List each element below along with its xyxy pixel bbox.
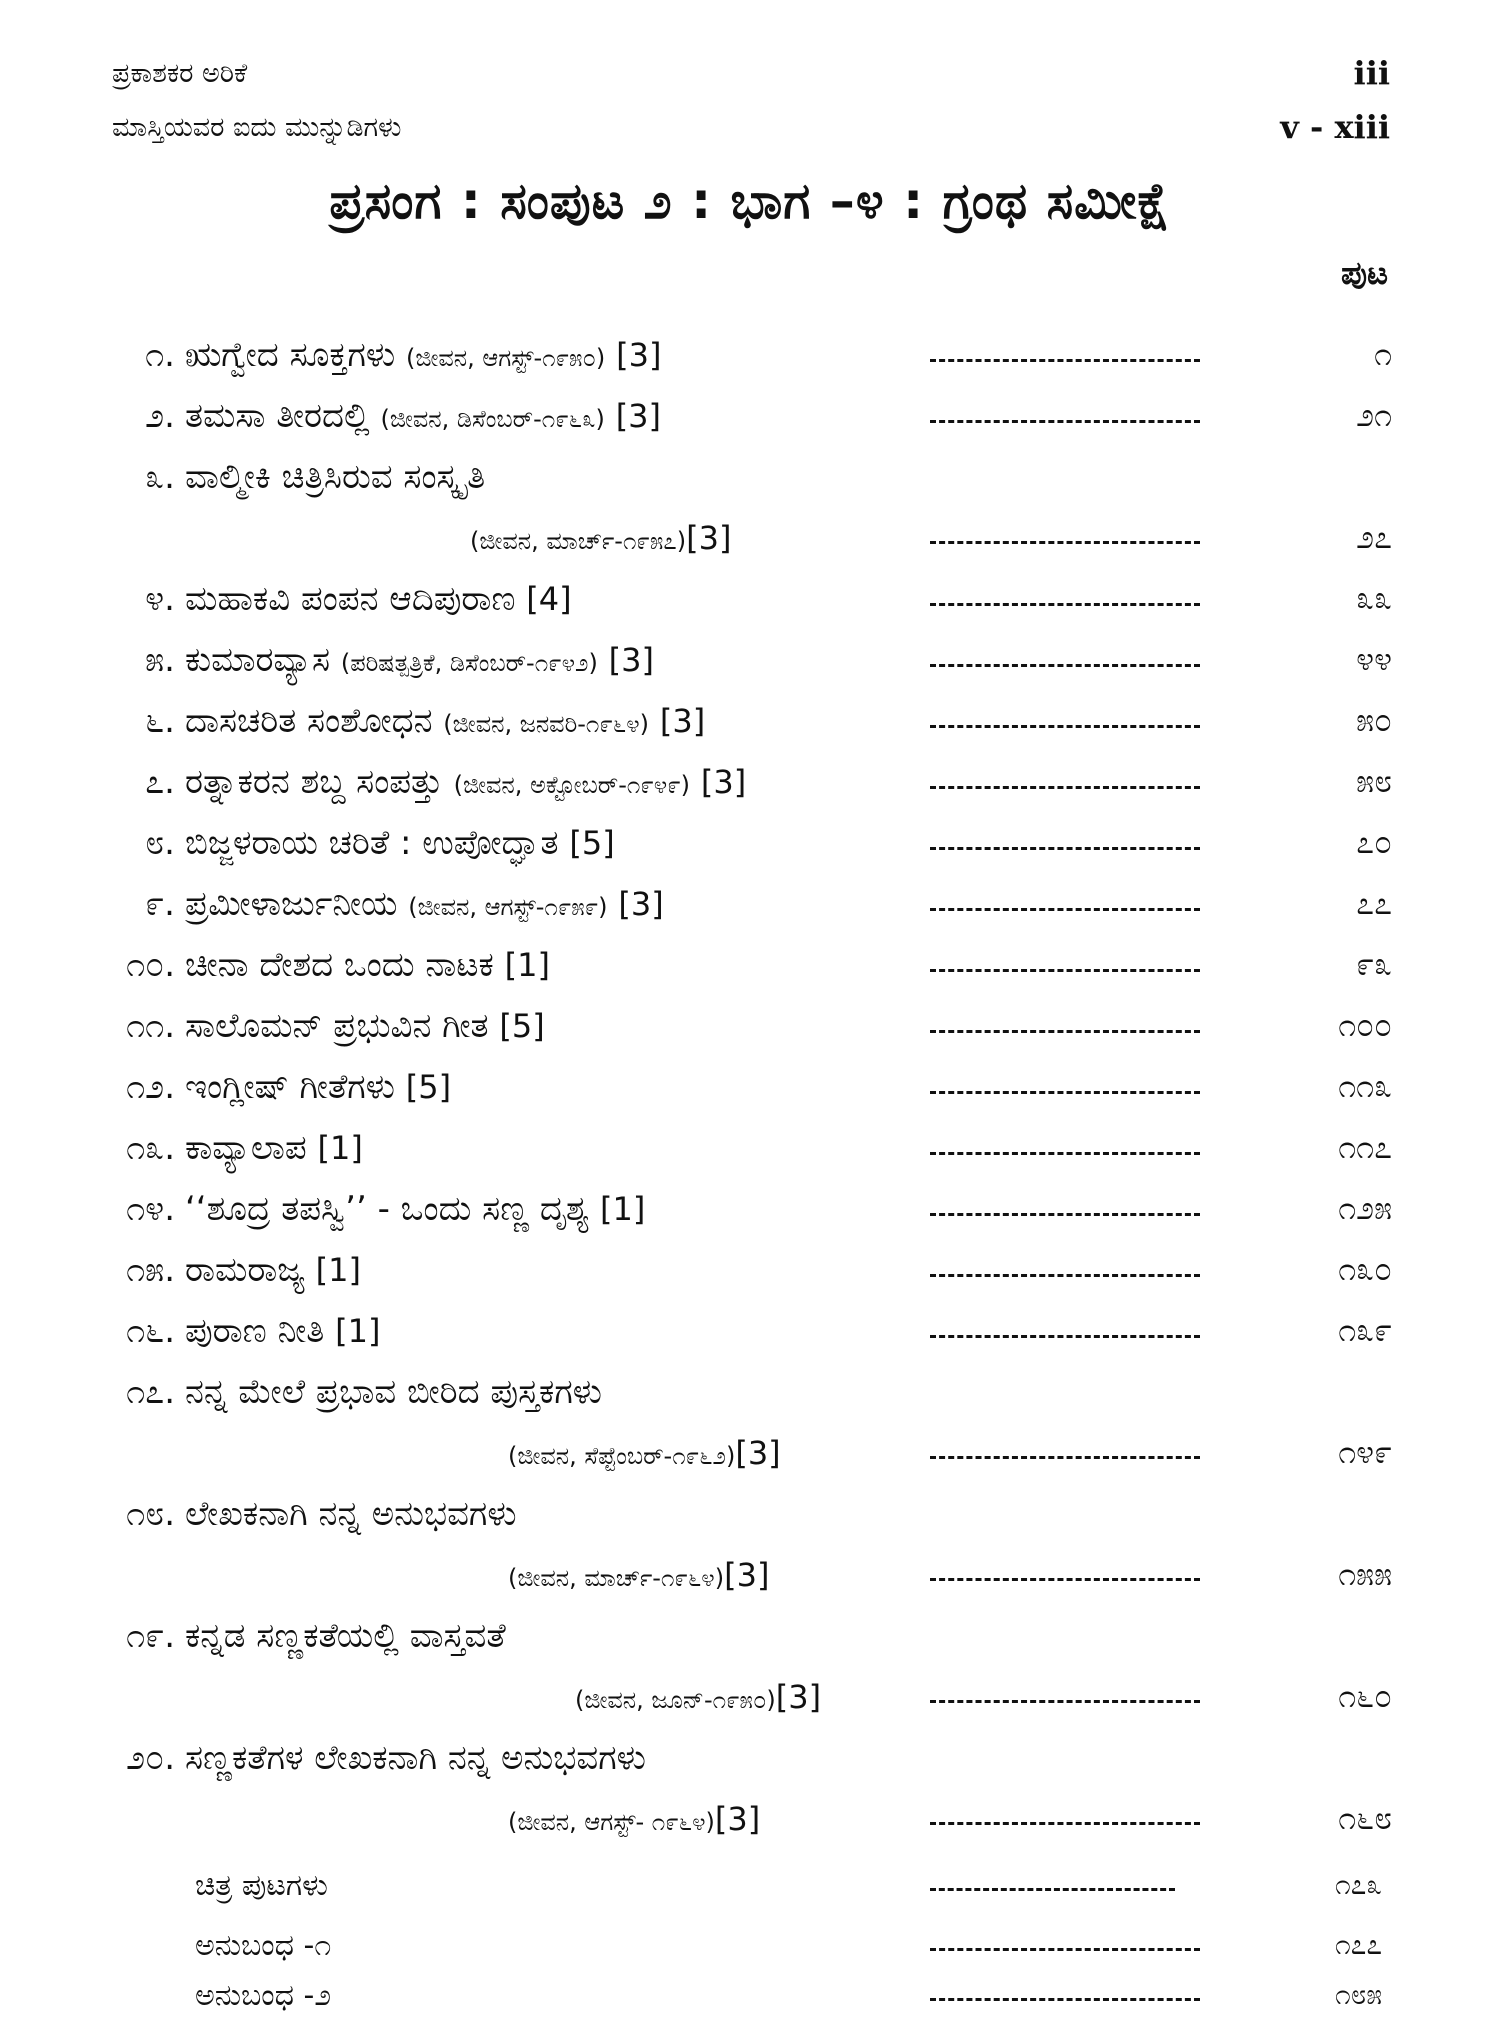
entry-number: ೧೩. bbox=[126, 1128, 175, 1168]
entry-title bbox=[185, 1738, 646, 1778]
entry-number: ೬. bbox=[145, 701, 175, 741]
leader-line bbox=[930, 969, 1200, 972]
entry-tag: [1] bbox=[504, 946, 550, 984]
leader-line bbox=[930, 603, 1200, 606]
entry-title-text: ಕನ್ನಡ ಸಣ್ಣಕತೆಯಲ್ಲಿ ವಾಸ್ತವತೆ bbox=[185, 1616, 506, 1656]
leader-line bbox=[930, 1030, 1200, 1033]
entry-source: (ಜೀವನ, ಮಾರ್ಚ್-೧೯೫೭) bbox=[470, 527, 687, 555]
entry-page: ೩೩ bbox=[1356, 579, 1392, 617]
entry-title-text: ಕಾವ್ಯಾಲಾಪ bbox=[185, 1128, 307, 1168]
entry-number: ೧೨. bbox=[126, 1067, 175, 1107]
entry-source: (ಜೀವನ, ಡಿಸೆಂಬರ್-೧೯೬೩) bbox=[380, 405, 605, 433]
entry-title-text: ಸಾಲೊಮನ್ ಪ್ರಭುವಿನ ಗೀತ bbox=[185, 1006, 489, 1046]
entry-title-text: ನನ್ನ ಮೇಲೆ ಪ್ರಭಾವ ಬೀರಿದ ಪುಸ್ತಕಗಳು bbox=[185, 1372, 602, 1412]
entry-page: ೧೪೯ bbox=[1338, 1433, 1392, 1471]
entry-title-text: ಪ್ರಮೀಳಾರ್ಜುನೀಯ bbox=[185, 884, 398, 924]
entry-title bbox=[185, 945, 550, 985]
toc-entry bbox=[0, 396, 1500, 446]
entry-number: ೧೧. bbox=[126, 1006, 175, 1046]
entry-number: ೪. bbox=[145, 579, 175, 619]
entry-page: ೧೨೫ bbox=[1338, 1189, 1392, 1227]
page-title: ಪ್ರಸಂಗ : ಸಂಪುಟ ೨ : ಭಾಗ –೪ : ಗ್ರಂಥ ಸಮೀಕ್ಷೆ bbox=[329, 172, 1171, 230]
leader-line bbox=[930, 1274, 1200, 1277]
entry-page: ೧೧೩ bbox=[1338, 1067, 1392, 1105]
toc-entry bbox=[0, 701, 1500, 751]
entry-title-text: ವಾಲ್ಮೀಕಿ ಚಿತ್ರಿಸಿರುವ ಸಂಸ್ಕೃತಿ bbox=[185, 457, 486, 497]
entry-source-line bbox=[508, 1555, 769, 1595]
entry-title bbox=[185, 884, 664, 924]
toc-entry bbox=[0, 335, 1500, 385]
entry-tag: [3] bbox=[686, 519, 732, 557]
entry-title bbox=[185, 1128, 363, 1168]
toc-entry bbox=[0, 1189, 1500, 1239]
entry-title-text: ಇಂಗ್ಲೀಷ್ ಗೀತೆಗಳು bbox=[185, 1067, 395, 1107]
leader-line bbox=[930, 1091, 1200, 1094]
entry-number: ೯. bbox=[145, 884, 175, 924]
entry-page: ೧೬೦ bbox=[1338, 1677, 1392, 1715]
entry-title bbox=[185, 1250, 361, 1290]
entry-page: ೨೧ bbox=[1356, 396, 1392, 434]
entry-title bbox=[185, 1616, 506, 1656]
toc-entry bbox=[0, 457, 1500, 557]
leader-line bbox=[930, 541, 1200, 544]
entry-number: ೧೦. bbox=[126, 945, 175, 985]
entry-number: ೧. bbox=[145, 335, 175, 375]
entry-source: (ಜೀವನ, ಆಗಸ್ಟ್- ೧೯೬೪) bbox=[508, 1808, 715, 1836]
entry-page: ೯೩ bbox=[1356, 945, 1392, 983]
entry-page: ೧೦೦ bbox=[1338, 1006, 1392, 1044]
entry-page: ೧೩೦ bbox=[1338, 1250, 1392, 1288]
entry-number: ೨೦. bbox=[126, 1738, 175, 1778]
toc-entry bbox=[0, 1006, 1500, 1056]
entry-title-text: ಋಗ್ವೇದ ಸೂಕ್ತಗಳು bbox=[185, 335, 396, 375]
entry-title-text: ಮಹಾಕವಿ ಪಂಪನ ಆದಿಪುರಾಣ bbox=[185, 579, 516, 619]
entry-title bbox=[185, 1006, 545, 1046]
entry-title-text: ‘‘ಶೂದ್ರ ತಪಸ್ವಿ’’ - ಒಂದು ಸಣ್ಣ ದೃಶ್ಯ bbox=[185, 1189, 590, 1229]
appendix-entry bbox=[0, 1868, 1500, 1918]
entry-number: ೧೬. bbox=[126, 1311, 175, 1351]
leader-line bbox=[930, 359, 1200, 362]
entry-title bbox=[185, 1372, 602, 1412]
leader-line bbox=[930, 1578, 1200, 1581]
entry-source-line bbox=[508, 1799, 760, 1839]
entry-tag: [1] bbox=[335, 1312, 381, 1350]
entry-source: (ಜೀವನ, ಆಗಸ್ಟ್-೧೯೫೦) bbox=[406, 344, 606, 372]
leader-line bbox=[930, 1822, 1200, 1825]
appendix-title: ಚಿತ್ರ ಪುಟಗಳು bbox=[195, 1868, 328, 1903]
entry-source: (ಜೀವನ, ಸೆಪ್ಟೆಂಬರ್-೧೯೬೨) bbox=[508, 1442, 736, 1470]
appendix-page: ೧೭೭ bbox=[1334, 1928, 1382, 1961]
toc-entry bbox=[0, 640, 1500, 690]
entry-title-text: ಲೇಖಕನಾಗಿ ನನ್ನ ಅನುಭವಗಳು bbox=[185, 1494, 517, 1534]
entry-tag: [3] bbox=[724, 1556, 770, 1594]
leader-line bbox=[930, 1700, 1200, 1703]
entry-tag: [3] bbox=[618, 885, 664, 923]
entry-page: ೧೧೭ bbox=[1338, 1128, 1392, 1166]
entry-title bbox=[185, 823, 615, 863]
entry-number: ೧೪. bbox=[126, 1189, 175, 1229]
entry-title bbox=[185, 1189, 645, 1229]
entry-number: ೫. bbox=[145, 640, 175, 680]
entry-title-text: ಚೀನಾ ದೇಶದ ಒಂದು ನಾಟಕ bbox=[185, 945, 494, 985]
leader-line bbox=[930, 420, 1200, 423]
entry-title bbox=[185, 1067, 451, 1107]
toc-entry bbox=[0, 1128, 1500, 1178]
entry-page: ೧೫೫ bbox=[1338, 1555, 1392, 1593]
appendix-title: ಅನುಬಂಧ -೨ bbox=[195, 1978, 332, 2013]
toc-entry bbox=[0, 884, 1500, 934]
toc-entry bbox=[0, 823, 1500, 873]
entry-title-text: ತಮಸಾ ತೀರದಲ್ಲಿ bbox=[185, 396, 370, 436]
leader-line bbox=[930, 786, 1200, 789]
entry-number: ೭. bbox=[145, 762, 175, 802]
entry-tag: [3] bbox=[735, 1434, 781, 1472]
entry-title-text: ಕುಮಾರವ್ಯಾಸ bbox=[185, 640, 331, 680]
entry-title-text: ಸಣ್ಣಕತೆಗಳ ಲೇಖಕನಾಗಿ ನನ್ನ ಅನುಭವಗಳು bbox=[185, 1738, 646, 1778]
entry-title-text: ರಾಮರಾಜ್ಯ bbox=[185, 1250, 305, 1290]
entry-page: ೭೦ bbox=[1356, 823, 1392, 861]
entry-tag: [1] bbox=[600, 1190, 646, 1228]
entry-tag: [3] bbox=[714, 1800, 761, 1838]
entry-number: ೧೮. bbox=[126, 1494, 175, 1534]
leader-line bbox=[930, 1948, 1200, 1951]
entry-title bbox=[185, 396, 661, 436]
entry-title bbox=[185, 579, 572, 619]
entry-page: ೭೭ bbox=[1356, 884, 1392, 922]
entry-title bbox=[185, 640, 654, 680]
leader-line bbox=[930, 664, 1200, 667]
entry-number: ೨. bbox=[145, 396, 175, 436]
entry-source: (ಜೀವನ, ಜೂನ್-೧೯೫೦) bbox=[575, 1686, 776, 1714]
entry-title-text: ದಾಸಚರಿತ ಸಂಶೋಧನ bbox=[185, 701, 433, 741]
appendix-page: ೧೮೫ bbox=[1334, 1978, 1382, 2011]
entry-tag: [4] bbox=[526, 580, 572, 618]
entry-page: ೧ bbox=[1374, 335, 1392, 373]
entry-page: ೧೬೮ bbox=[1338, 1799, 1392, 1837]
entry-source: (ಜೀವನ, ಮಾರ್ಚ್-೧೯೬೪) bbox=[508, 1564, 725, 1592]
entry-number: ೧೭. bbox=[126, 1372, 175, 1412]
front-matter-page: iii bbox=[1353, 54, 1390, 92]
entry-page: ೨೭ bbox=[1356, 518, 1392, 556]
entry-number: ೮. bbox=[145, 823, 175, 863]
leader-line bbox=[930, 1152, 1200, 1155]
entry-source: (ಜೀವನ, ಅಕ್ಟೋಬರ್-೧೯೪೯) bbox=[453, 771, 691, 799]
entry-title bbox=[185, 762, 746, 802]
leader-line bbox=[930, 725, 1200, 728]
entry-tag: [3] bbox=[775, 1678, 822, 1716]
entry-source-line bbox=[575, 1677, 821, 1717]
entry-title bbox=[185, 335, 661, 375]
appendix-page: ೧೭೩ bbox=[1334, 1868, 1382, 1901]
toc-entry bbox=[0, 1372, 1500, 1472]
page-column-header: ಪುಟ bbox=[1341, 254, 1388, 292]
entry-title bbox=[185, 1311, 380, 1351]
entry-source-line bbox=[470, 518, 731, 558]
entry-number: ೧೫. bbox=[126, 1250, 175, 1290]
leader-line bbox=[930, 908, 1200, 911]
entry-source: (ಪರಿಷತ್ಪತ್ರಿಕೆ, ಡಿಸೆಂಬರ್-೧೯೪೨) bbox=[340, 649, 598, 677]
entry-tag: [3] bbox=[615, 397, 662, 435]
toc-entry bbox=[0, 762, 1500, 812]
leader-line bbox=[930, 1456, 1200, 1459]
entry-title bbox=[185, 1494, 517, 1534]
front-matter-page: v - xiii bbox=[1280, 108, 1390, 146]
toc-entry bbox=[0, 1616, 1500, 1716]
toc-entry bbox=[0, 945, 1500, 995]
entry-number: ೩. bbox=[145, 457, 175, 497]
leader-line bbox=[930, 1888, 1175, 1891]
entry-tag: [3] bbox=[659, 702, 706, 740]
entry-tag: [5] bbox=[499, 1007, 545, 1045]
entry-title-text: ಪುರಾಣ ನೀತಿ bbox=[185, 1311, 325, 1351]
entry-page: ೫೮ bbox=[1356, 762, 1392, 800]
entry-source-line bbox=[508, 1433, 781, 1473]
entry-page: ೧೩೯ bbox=[1338, 1311, 1392, 1349]
toc-entry bbox=[0, 1067, 1500, 1117]
leader-line bbox=[930, 847, 1200, 850]
entry-title-text: ಬಿಜ್ಜಳರಾಯ ಚರಿತೆ : ಉಪೋದ್ಘಾತ bbox=[185, 823, 559, 863]
toc-entry bbox=[0, 1250, 1500, 1300]
entry-tag: [1] bbox=[317, 1129, 363, 1167]
toc-entry bbox=[0, 1311, 1500, 1361]
entry-source: (ಜೀವನ, ಆಗಸ್ಟ್-೧೯೫೯) bbox=[408, 893, 608, 921]
appendix-entry bbox=[0, 1978, 1500, 2028]
leader-line bbox=[930, 1335, 1200, 1338]
entry-page: ೪೪ bbox=[1356, 640, 1392, 678]
appendix-entry bbox=[0, 1928, 1500, 1978]
toc-entry bbox=[0, 1738, 1500, 1838]
front-matter-label: ಪ್ರಕಾಶಕರ ಅರಿಕೆ bbox=[112, 58, 248, 89]
leader-line bbox=[930, 1213, 1200, 1216]
front-matter-label: ಮಾಸ್ತಿಯವರ ಐದು ಮುನ್ನುಡಿಗಳು bbox=[112, 112, 402, 143]
toc-entry bbox=[0, 579, 1500, 629]
entry-tag: [5] bbox=[405, 1068, 452, 1106]
entry-tag: [3] bbox=[616, 336, 662, 374]
toc-entry bbox=[0, 1494, 1500, 1594]
entry-title bbox=[185, 457, 485, 497]
entry-tag: [3] bbox=[700, 763, 747, 801]
entry-tag: [1] bbox=[315, 1251, 361, 1289]
appendix-title: ಅನುಬಂಧ -೧ bbox=[195, 1928, 332, 1963]
entry-source: (ಜೀವನ, ಜನವರಿ-೧೯೬೪) bbox=[443, 710, 650, 738]
entry-tag: [3] bbox=[608, 641, 654, 679]
entry-tag: [5] bbox=[569, 824, 615, 862]
entry-title-text: ರತ್ನಾಕರನ ಶಬ್ದ ಸಂಪತ್ತು bbox=[185, 762, 443, 802]
entry-page: ೫೦ bbox=[1356, 701, 1392, 739]
entry-number: ೧೯. bbox=[126, 1616, 175, 1656]
entry-title bbox=[185, 701, 705, 741]
